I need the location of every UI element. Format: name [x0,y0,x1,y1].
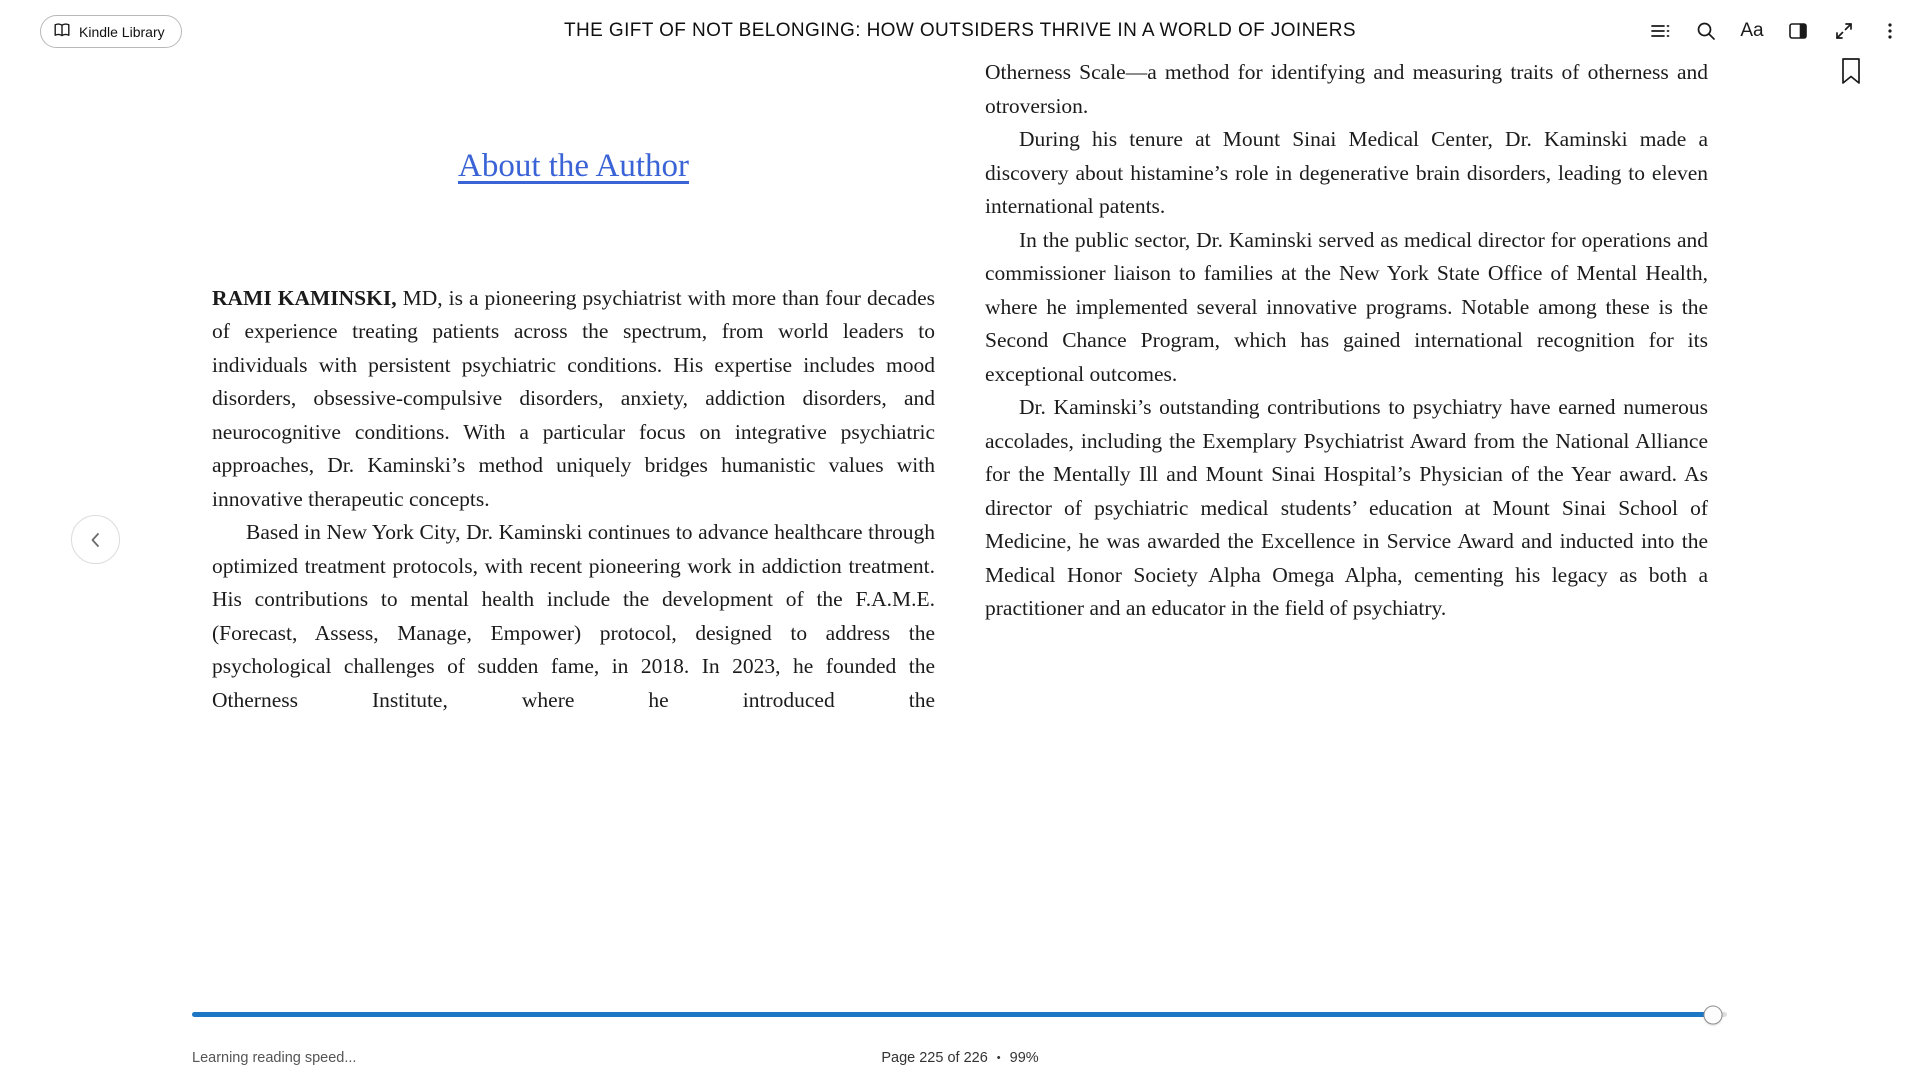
search-icon[interactable] [1690,15,1722,47]
book-title: THE GIFT OF NOT BELONGING: HOW OUTSIDERS THRIVE IN A WORLD OF JOINERS [564,20,1356,41]
paragraph-text: MD, is a pioneering psychiatrist with more than four decades of experience treating patients across the spectrum, from world leaders to individuals with persistent psychiatric conditions. His expertise includes mood disorders, obsessive-compulsive disorders, anxiety, addiction disorders, and neurocognitive conditions. With a particular focus on integrative psychiatric approaches, Dr. Kaminski’s method uniquely bridges humanistic values with innovative therapeutic concepts. [212,285,935,511]
page-column-right [985,56,1708,626]
progress-slider-handle[interactable] [1704,1005,1723,1024]
chevron-left-icon [87,531,105,549]
chapter-heading-link[interactable] [212,150,935,184]
side-panel-icon[interactable] [1782,15,1814,47]
kebab-menu-icon[interactable] [1874,15,1906,47]
page-column-left [212,0,935,717]
progress-fill [192,1012,1713,1017]
toolbar-icon-group [1644,15,1906,47]
paragraph [212,282,935,517]
page-number-label: Page 225 of 226 [881,1050,988,1066]
kindle-library-label: Kindle Library [79,23,165,40]
reading-speed-status: Learning reading speed... [192,1050,357,1066]
paragraph: During his tenure at Mount Sinai Medical Center, Dr. Kaminski made a discovery about histamine’s role in degenerative brain disorders, leading to eleven international patents. [985,127,1708,218]
aa-label: Aa [1740,20,1764,41]
separator-dot: • [996,1052,1001,1064]
fullscreen-icon[interactable] [1828,15,1860,47]
paragraph: Otherness Scale—a method for identifying and measuring traits of otherness and otroversion. [985,60,1708,118]
page-position-status [881,1050,1038,1066]
reading-progress-bar[interactable] [192,1012,1727,1017]
kindle-library-button[interactable] [40,15,182,48]
previous-page-button[interactable] [71,515,120,564]
open-book-icon [53,22,71,41]
percent-label: 99% [1009,1050,1039,1066]
author-name-lead: RAMI KAMINSKI, [212,285,397,310]
font-settings-button[interactable] [1736,15,1768,47]
paragraph: Dr. Kaminski’s outstanding contributions to psychiatry have earned numerous accolades, including the Exemplary Psychiatrist Award from the National Alliance for the Mentally Ill and Mount Sinai Hospital’s Physician of the Year award. As director of psychiatric medical students’ education at Mount Sinai School of Medicine, he was awarded the Excellence in Service Award and inducted into the Medical Honor Society Alpha Omega Alpha, cementing his legacy as both a practitioner and an educator in the field of psychiatry. [985,395,1708,620]
toc-icon[interactable] [1644,15,1676,47]
paragraph: Based in New York City, Dr. Kaminski continues to advance healthcare through optimized treatment protocols, with recent pioneering work in addiction treatment. His contributions to mental health include the development of the F.A.M.E. (Forecast, Assess, Manage, Empower) protocol, designed to address the psychological challenges of sudden fame, in 2018. In 2023, he founded the Otherness Institute, where he introduced the [212,520,935,712]
paragraph: In the public sector, Dr. Kaminski served as medical director for operations and commissioner liaison to families at the New York State Office of Mental Health, where he implemented several innovative programs. Notable among these is the Second Chance Program, which has gained international recognition for its exceptional outcomes. [985,227,1708,386]
bookmark-icon[interactable] [1838,56,1864,86]
chapter-heading-label: About the Author [458,148,689,184]
